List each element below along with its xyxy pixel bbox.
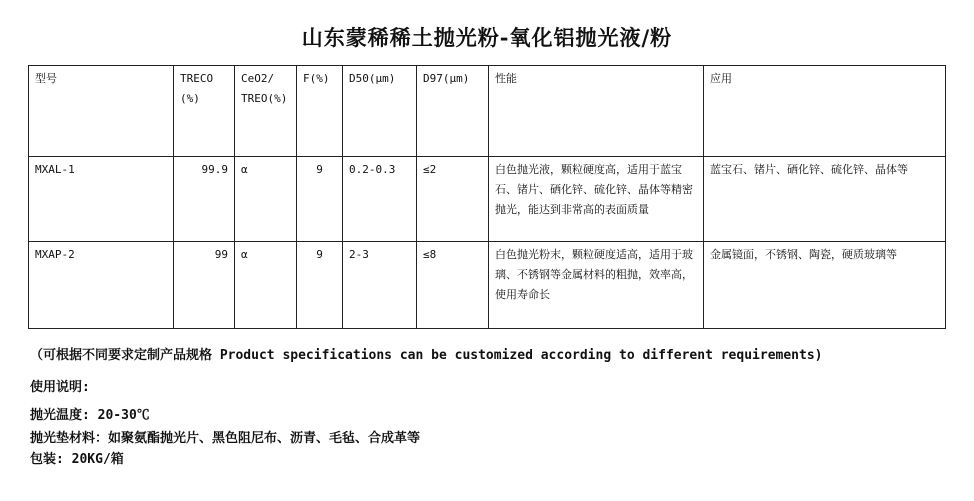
header-treco-top: TRECO bbox=[180, 72, 214, 85]
usage-heading: 使用说明: bbox=[30, 380, 90, 395]
header-application: 应用 bbox=[704, 66, 946, 157]
header-treco-bottom: (%) bbox=[180, 92, 200, 105]
packaging: 包装: 20KG/箱 bbox=[30, 452, 124, 467]
cell-model: MXAL-1 bbox=[29, 157, 174, 242]
cell-f: 9 bbox=[297, 157, 343, 242]
cell-ceo2: α bbox=[235, 157, 297, 242]
header-ceo2-bottom: TREO(%) bbox=[241, 92, 288, 105]
cell-application: 金属镜面，不锈钢、陶瓷，硬质玻璃等 bbox=[704, 242, 946, 329]
polishing-temperature: 抛光温度: 20-30℃ bbox=[30, 408, 150, 423]
cell-application: 蓝宝石、锗片、硒化锌、硫化锌、晶体等 bbox=[704, 157, 946, 242]
header-d97: D97(μm) bbox=[417, 66, 489, 157]
cell-ceo2: α bbox=[235, 242, 297, 329]
cell-treco: 99 bbox=[174, 242, 235, 329]
header-model: 型号 bbox=[29, 66, 174, 157]
polishing-pad-material: 抛光垫材料：如聚氨酯抛光片、黑色阻尼布、沥青、毛毡、合成革等 bbox=[30, 431, 421, 446]
table-row bbox=[29, 157, 946, 242]
cell-model: MXAP-2 bbox=[29, 242, 174, 329]
cell-d50: 0.2-0.3 bbox=[343, 157, 417, 242]
header-d50: D50(μm) bbox=[343, 66, 417, 157]
cell-treco: 99.9 bbox=[174, 157, 235, 242]
table-row bbox=[29, 242, 946, 329]
cell-f: 9 bbox=[297, 242, 343, 329]
header-ceo2-top: CeO2/ bbox=[241, 72, 275, 85]
page-title: 山东蒙稀稀土抛光粉-氧化铝抛光液/粉 bbox=[301, 25, 673, 50]
spec-table bbox=[28, 65, 946, 329]
table-header-row bbox=[29, 66, 946, 157]
cell-d97: ≤2 bbox=[417, 157, 489, 242]
header-f: F(%) bbox=[297, 66, 343, 157]
customization-note: （可根据不同要求定制产品规格 Product specifications can be customized according to different requirements) bbox=[30, 348, 823, 363]
cell-performance: 白色抛光液，颗粒硬度高，适用于蓝宝石、锗片、硒化锌、硫化锌、晶体等精密抛光，能达到非常高的表面质量 bbox=[489, 157, 704, 242]
cell-performance: 白色抛光粉末，颗粒硬度适高，适用于玻璃、不锈钢等金属材料的粗抛，效率高，使用寿命长 bbox=[489, 242, 704, 329]
cell-d97: ≤8 bbox=[417, 242, 489, 329]
header-ceo2 bbox=[235, 66, 297, 157]
header-treco bbox=[174, 66, 235, 157]
header-performance: 性能 bbox=[489, 66, 704, 157]
cell-d50: 2-3 bbox=[343, 242, 417, 329]
